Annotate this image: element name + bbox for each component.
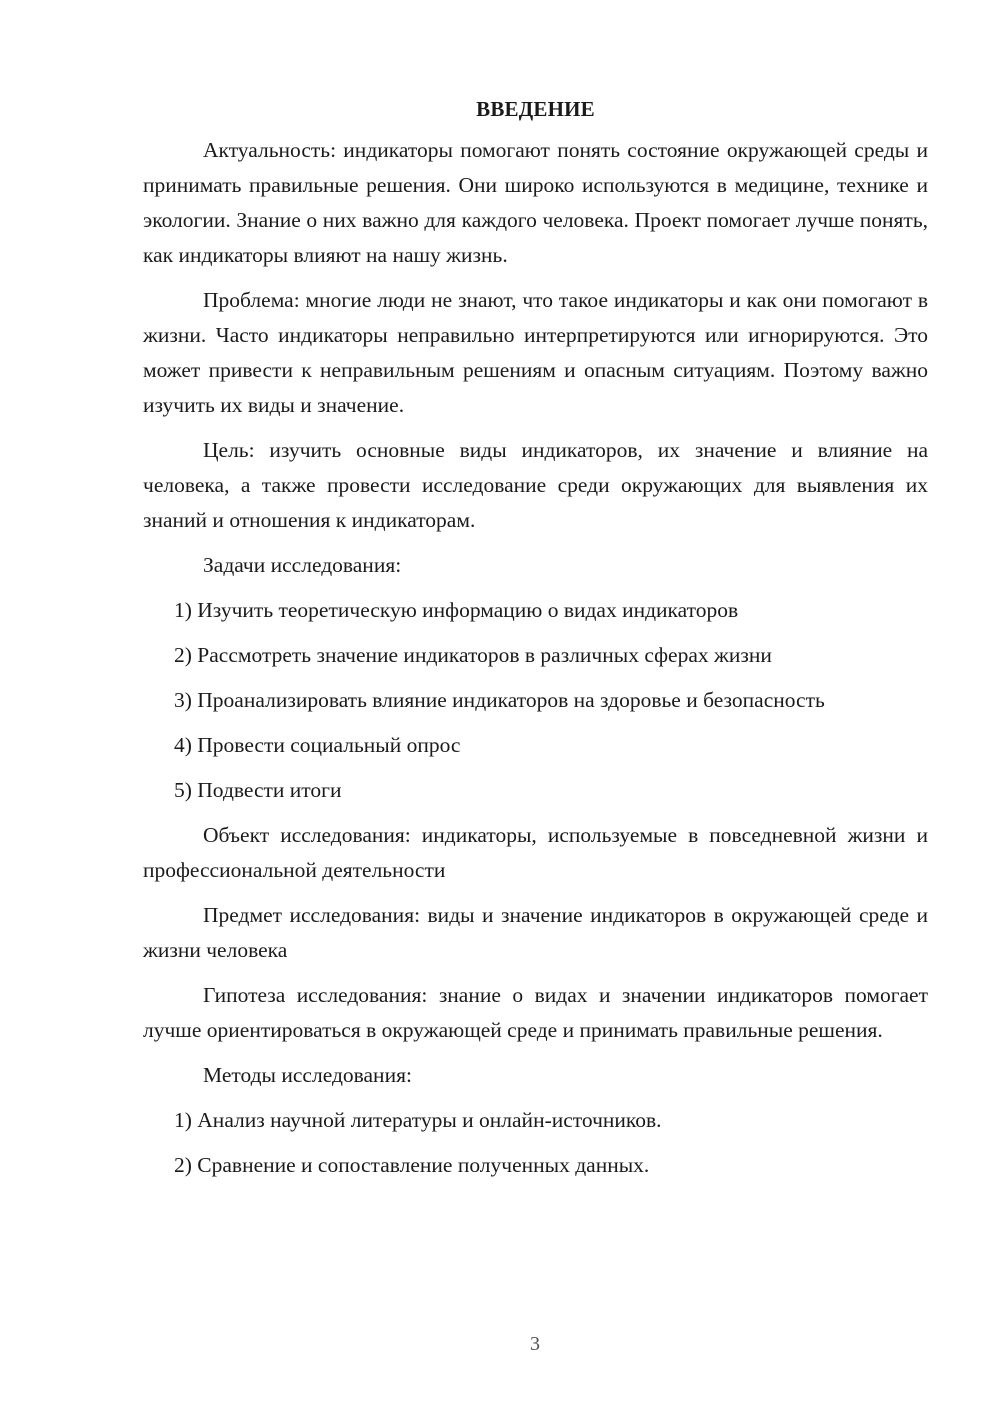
task-item: 1) Изучить теоретическую информацию о видах индикаторов bbox=[174, 598, 739, 622]
task-item: 4) Провести социальный опрос bbox=[174, 733, 461, 757]
methods-heading: Методы исследования: bbox=[203, 1063, 412, 1087]
method-item: 1) Анализ научной литературы и онлайн-источников. bbox=[174, 1108, 662, 1132]
document-page bbox=[143, 92, 928, 1193]
task-item: 5) Подвести итоги bbox=[174, 778, 342, 802]
goal-paragraph: Цель: изучить основные виды индикаторов, их значение и влияние на человека, а также провести исследование среди окружающих для выявления их знаний и отношения к индикаторам. bbox=[143, 438, 928, 532]
hypothesis-paragraph: Гипотеза исследования: знание о видах и значении индикаторов помогает лучше ориентироваться в окружающей среде и принимать правильные решения. bbox=[143, 983, 928, 1042]
page-number: 3 bbox=[530, 1333, 540, 1355]
relevance-paragraph: Актуальность: индикаторы помогают понять состояние окружающей среды и принимать правильные решения. Они широко используются в медицине, технике и экологии. Знание о них важно для каждого человека. Проект помогает лучше понять, как индикаторы влияют на нашу жизнь. bbox=[143, 138, 928, 267]
section-title: ВВЕДЕНИЕ bbox=[476, 97, 595, 121]
task-item: 3) Проанализировать влияние индикаторов на здоровье и безопасность bbox=[174, 688, 825, 712]
task-item: 2) Рассмотреть значение индикаторов в различных сферах жизни bbox=[174, 643, 772, 667]
problem-paragraph: Проблема: многие люди не знают, что такое индикаторы и как они помогают в жизни. Часто индикаторы неправильно интерпретируются или игнорируются. Это может привести к неправильным решениям и опасным ситуациям. Поэтому важно изучить их виды и значение. bbox=[143, 288, 928, 417]
object-paragraph: Объект исследования: индикаторы, используемые в повседневной жизни и профессиональной деятельности bbox=[143, 823, 928, 882]
subject-paragraph: Предмет исследования: виды и значение индикаторов в окружающей среде и жизни человека bbox=[143, 903, 928, 962]
tasks-heading: Задачи исследования: bbox=[203, 553, 402, 577]
method-item: 2) Сравнение и сопоставление полученных данных. bbox=[174, 1153, 650, 1177]
